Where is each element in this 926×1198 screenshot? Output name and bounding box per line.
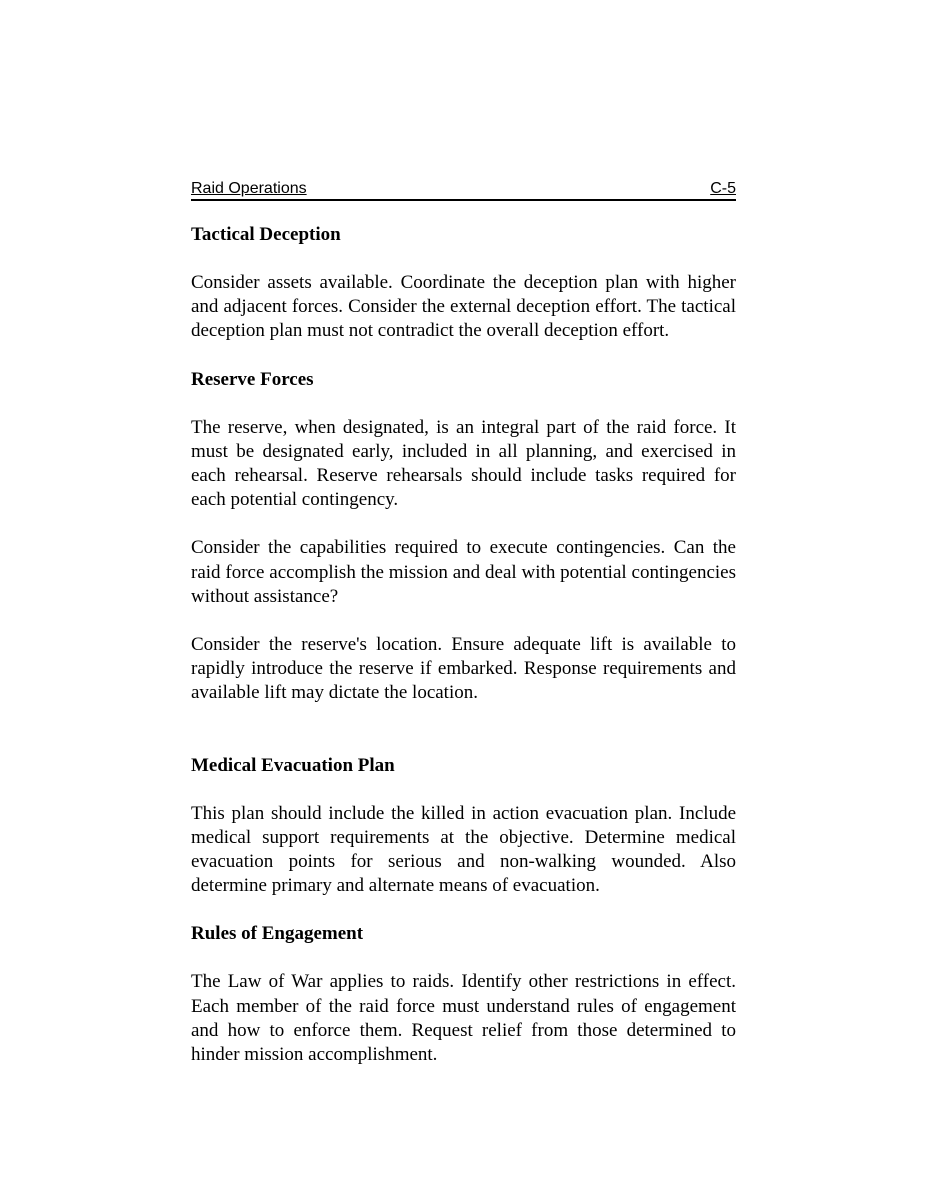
section-reserve-forces xyxy=(191,368,736,706)
section-heading: Medical Evacuation Plan xyxy=(191,754,395,776)
paragraph: Consider the reserve's location. Ensure adequate lift is available to rapidly introduce the reserve if embarked. Response requirements and available lift may dictate the location. xyxy=(191,634,736,704)
section-heading: Reserve Forces xyxy=(191,368,314,390)
paragraph: This plan should include the killed in action evacuation plan. Include medical support requirements at the objective. Determine medical evacuation points for serious and non-walking wounded. Also determine primary and alternate means of evacuation. xyxy=(191,802,736,897)
header-page-number: C-5 xyxy=(710,180,736,197)
section-heading: Rules of Engagement xyxy=(191,923,364,945)
paragraph: Consider the capabilities required to execute contingencies. Can the raid force accomplish the mission and deal with potential contingencies without assistance? xyxy=(191,537,736,607)
paragraph: Consider assets available. Coordinate the deception plan with higher and adjacent forces. Consider the external deception effort. The tactical deception plan must not contradict the overall deception effort. xyxy=(191,272,736,342)
section-rules-of-engagement xyxy=(191,922,736,1067)
running-header xyxy=(191,180,736,201)
section-heading: Tactical Deception xyxy=(191,224,341,245)
section-medical-evacuation-plan xyxy=(191,754,736,899)
paragraph: The Law of War applies to raids. Identify other restrictions in effect. Each member of the raid force must understand rules of engagement and how to enforce them. Request relief from those determined to hinder mission accomplishment. xyxy=(191,971,736,1066)
paragraph: The reserve, when designated, is an integral part of the raid force. It must be designated early, included in all planning, and exercised in each rehearsal. Reserve rehearsals should include tasks required for each potential contingency. xyxy=(191,416,736,511)
header-title: Raid Operations xyxy=(191,180,307,197)
document-body xyxy=(191,223,736,1067)
section-tactical-deception xyxy=(191,223,736,344)
document-page xyxy=(191,180,736,1067)
